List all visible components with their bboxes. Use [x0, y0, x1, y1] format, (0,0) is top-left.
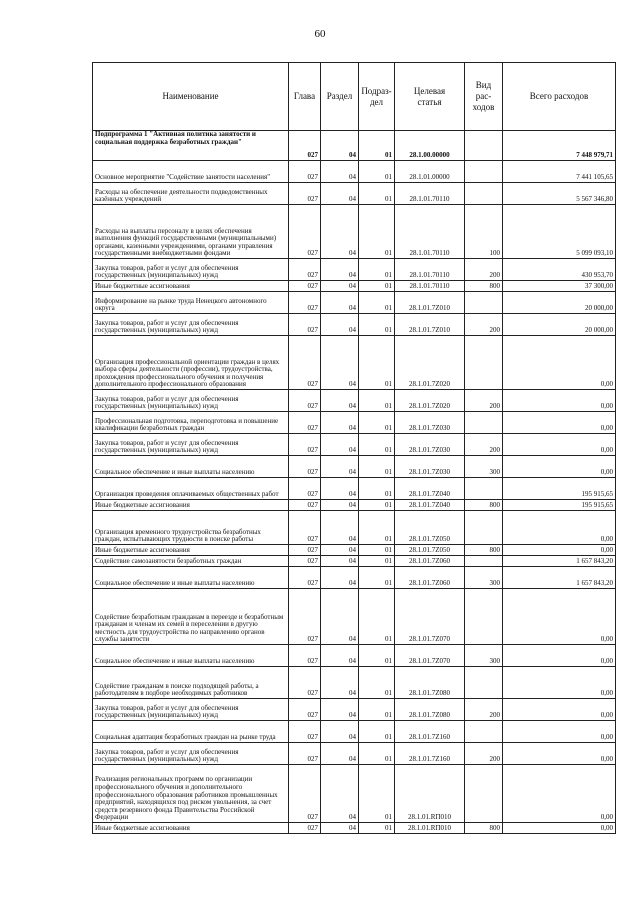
table-row	[93, 589, 616, 645]
cell-vid: 200	[465, 699, 503, 721]
cell-statya: 28.1.01.7Z060	[395, 556, 465, 567]
table-row	[93, 567, 616, 589]
cell-statya: 28.1.01.7Z020	[395, 390, 465, 412]
cell-total: 0,00	[503, 743, 616, 765]
cell-razdel: 04	[321, 434, 359, 456]
cell-glava: 027	[289, 567, 321, 589]
cell-total: 0,00	[503, 511, 616, 545]
cell-total: 0,00	[503, 823, 616, 834]
cell-razdel: 04	[321, 667, 359, 699]
cell-total: 7 448 979,71	[503, 131, 616, 161]
cell-podrazdel: 01	[359, 205, 395, 259]
cell-statya: 28.1.01.7Z040	[395, 500, 465, 511]
cell-total: 1 657 843,20	[503, 556, 616, 567]
cell-total: 20 000,00	[503, 314, 616, 336]
table-row	[93, 336, 616, 390]
cell-glava: 027	[289, 183, 321, 205]
cell-glava: 027	[289, 456, 321, 478]
cell-glava: 027	[289, 699, 321, 721]
cell-podrazdel: 01	[359, 511, 395, 545]
cell-statya: 28.1.01.7Z050	[395, 545, 465, 556]
cell-name: Иные бюджетные ассигнования	[93, 823, 289, 834]
cell-podrazdel: 01	[359, 412, 395, 434]
cell-glava: 027	[289, 511, 321, 545]
cell-name: Закупка товаров, работ и услуг для обеспечения государственных (муниципальных) нужд	[93, 314, 289, 336]
header-name: Наименование	[93, 63, 289, 131]
cell-podrazdel: 01	[359, 667, 395, 699]
cell-vid	[465, 765, 503, 823]
cell-statya: 28.1.01.7Z030	[395, 456, 465, 478]
cell-total: 0,00	[503, 412, 616, 434]
cell-name: Закупка товаров, работ и услуг для обеспечения государственных (муниципальных) нужд	[93, 259, 289, 281]
table-row	[93, 434, 616, 456]
cell-podrazdel: 01	[359, 743, 395, 765]
cell-total: 0,00	[503, 545, 616, 556]
cell-razdel: 04	[321, 765, 359, 823]
table-row	[93, 412, 616, 434]
cell-vid	[465, 131, 503, 161]
table-row	[93, 721, 616, 743]
cell-vid	[465, 161, 503, 183]
header-vid: Вид рас- ходов	[465, 63, 503, 131]
cell-statya: 28.1.01.7Z010	[395, 314, 465, 336]
cell-total: 0,00	[503, 765, 616, 823]
table-row	[93, 161, 616, 183]
cell-name: Социальная адаптация безработных граждан на рынке труда	[93, 721, 289, 743]
cell-name: Закупка товаров, работ и услуг для обеспечения государственных (муниципальных) нужд	[93, 699, 289, 721]
cell-glava: 027	[289, 765, 321, 823]
cell-razdel: 04	[321, 589, 359, 645]
cell-razdel: 04	[321, 545, 359, 556]
cell-name: Информирование на рынке труда Ненецкого автономного округа	[93, 292, 289, 314]
cell-statya: 28.1.01.7Z070	[395, 589, 465, 645]
cell-glava: 027	[289, 667, 321, 699]
cell-name: Закупка товаров, работ и услуг для обеспечения государственных (муниципальных) нужд	[93, 390, 289, 412]
table-row	[93, 556, 616, 567]
cell-glava: 027	[289, 545, 321, 556]
cell-vid: 300	[465, 567, 503, 589]
page-number: 60	[314, 28, 326, 40]
cell-name: Содействие безработным гражданам в переезде и безработным гражданам и членам их семей в переселении в другую местность для трудоустройства по направлению органов службы занятости	[93, 589, 289, 645]
table-row	[93, 478, 616, 500]
cell-total: 195 915,65	[503, 478, 616, 500]
table-row	[93, 667, 616, 699]
cell-glava: 027	[289, 390, 321, 412]
cell-name: Социальное обеспечение и иные выплаты населению	[93, 645, 289, 667]
table-row	[93, 645, 616, 667]
cell-name: Расходы на обеспечение деятельности подведомственных казённых учреждений	[93, 183, 289, 205]
cell-total: 0,00	[503, 390, 616, 412]
table-row	[93, 699, 616, 721]
cell-name: Расходы на выплаты персоналу в целях обеспечения выполнения функций государственными (муниципальными) органами, казенными учреждениями, органами управления государственными внебюджетными фондами	[93, 205, 289, 259]
cell-statya: 28.1.01.7Z160	[395, 743, 465, 765]
cell-podrazdel: 01	[359, 336, 395, 390]
cell-name: Социальное обеспечение и иные выплаты населению	[93, 567, 289, 589]
cell-name: Закупка товаров, работ и услуг для обеспечения государственных (муниципальных) нужд	[93, 434, 289, 456]
cell-glava: 027	[289, 336, 321, 390]
table-row	[93, 205, 616, 259]
cell-razdel: 04	[321, 183, 359, 205]
cell-vid: 200	[465, 390, 503, 412]
cell-podrazdel: 01	[359, 390, 395, 412]
cell-total: 5 567 346,80	[503, 183, 616, 205]
cell-vid	[465, 721, 503, 743]
table-row	[93, 511, 616, 545]
cell-statya: 28.1.01.70110	[395, 205, 465, 259]
cell-total: 430 953,70	[503, 259, 616, 281]
cell-glava: 027	[289, 478, 321, 500]
header-glava: Глава	[289, 63, 321, 131]
cell-statya: 28.1.01.7Z060	[395, 567, 465, 589]
cell-razdel: 04	[321, 645, 359, 667]
cell-vid	[465, 589, 503, 645]
cell-razdel: 04	[321, 390, 359, 412]
cell-glava: 027	[289, 721, 321, 743]
cell-glava: 027	[289, 412, 321, 434]
cell-razdel: 04	[321, 314, 359, 336]
cell-podrazdel: 01	[359, 545, 395, 556]
table-row	[93, 500, 616, 511]
cell-statya: 28.1.01.7Z010	[395, 292, 465, 314]
cell-glava: 027	[289, 434, 321, 456]
cell-name: Профессиональная подготовка, переподготовка и повышение квалификации безработных граждан	[93, 412, 289, 434]
table-row	[93, 545, 616, 556]
table-row	[93, 765, 616, 823]
cell-razdel: 04	[321, 823, 359, 834]
cell-razdel: 04	[321, 131, 359, 161]
cell-vid: 800	[465, 500, 503, 511]
cell-total: 0,00	[503, 721, 616, 743]
cell-vid	[465, 667, 503, 699]
cell-podrazdel: 01	[359, 500, 395, 511]
cell-glava: 027	[289, 205, 321, 259]
cell-glava: 027	[289, 314, 321, 336]
cell-podrazdel: 01	[359, 567, 395, 589]
cell-statya: 28.1.01.7Z030	[395, 434, 465, 456]
cell-total: 0,00	[503, 336, 616, 390]
cell-podrazdel: 01	[359, 161, 395, 183]
header-statya: Целевая статья	[395, 63, 465, 131]
cell-statya: 28.1.01.7Z160	[395, 721, 465, 743]
cell-vid	[465, 292, 503, 314]
cell-glava: 027	[289, 556, 321, 567]
cell-name: Иные бюджетные ассигнования	[93, 281, 289, 292]
cell-name: Содействие самозанятости безработных граждан	[93, 556, 289, 567]
cell-total: 7 441 105,65	[503, 161, 616, 183]
cell-total: 0,00	[503, 667, 616, 699]
table-row	[93, 281, 616, 292]
cell-statya: 28.1.01.70110	[395, 183, 465, 205]
cell-statya: 28.1.01.7Z080	[395, 699, 465, 721]
cell-vid	[465, 412, 503, 434]
cell-name: Реализация региональных программ по организации профессионального обучения и дополнительного профессионального образования работников промышленных предприятий, находящихся под риском увольнения, за счет средств резервного фонда Правительства Российской Федерации	[93, 765, 289, 823]
table-row	[93, 456, 616, 478]
cell-razdel: 04	[321, 205, 359, 259]
table-row	[93, 314, 616, 336]
cell-podrazdel: 01	[359, 645, 395, 667]
budget-table	[92, 62, 616, 834]
cell-podrazdel: 01	[359, 823, 395, 834]
cell-razdel: 04	[321, 500, 359, 511]
cell-statya: 28.1.01.7Z080	[395, 667, 465, 699]
cell-name: Организация временного трудоустройства безработных граждан, испытывающих трудности в поиске работы	[93, 511, 289, 545]
cell-razdel: 04	[321, 456, 359, 478]
cell-glava: 027	[289, 259, 321, 281]
cell-statya: 28.1.01.7Z070	[395, 645, 465, 667]
cell-statya: 28.1.01.7Z030	[395, 412, 465, 434]
cell-name: Содействие гражданам в поиске подходящей работы, а работодателям в подборе необходимых работников	[93, 667, 289, 699]
cell-glava: 027	[289, 589, 321, 645]
cell-razdel: 04	[321, 478, 359, 500]
cell-podrazdel: 01	[359, 721, 395, 743]
cell-name: Подпрограмма 1 "Активная политика занятости и социальная поддержка безработных граждан"	[93, 131, 289, 161]
table-row	[93, 183, 616, 205]
table-row	[93, 131, 616, 161]
cell-glava: 027	[289, 743, 321, 765]
cell-statya: 28.1.01.70110	[395, 281, 465, 292]
cell-total: 0,00	[503, 589, 616, 645]
cell-razdel: 04	[321, 556, 359, 567]
cell-name: Закупка товаров, работ и услуг для обеспечения государственных (муниципальных) нужд	[93, 743, 289, 765]
cell-total: 0,00	[503, 434, 616, 456]
table-row	[93, 390, 616, 412]
cell-total: 0,00	[503, 645, 616, 667]
header-podrazdel: Подраз- дел	[359, 63, 395, 131]
cell-name: Организация проведения оплачиваемых общественных работ	[93, 478, 289, 500]
cell-podrazdel: 01	[359, 183, 395, 205]
cell-name: Организация профессиональной ориентации граждан в целях выбора сферы деятельности (профессии), трудоустройства, прохождения профессионального обучения и получения дополнительного профессионального образования	[93, 336, 289, 390]
cell-glava: 027	[289, 645, 321, 667]
cell-name: Иные бюджетные ассигнования	[93, 545, 289, 556]
cell-podrazdel: 01	[359, 131, 395, 161]
cell-podrazdel: 01	[359, 314, 395, 336]
cell-vid	[465, 336, 503, 390]
cell-total: 20 000,00	[503, 292, 616, 314]
cell-vid: 300	[465, 456, 503, 478]
cell-vid	[465, 478, 503, 500]
cell-razdel: 04	[321, 292, 359, 314]
cell-podrazdel: 01	[359, 281, 395, 292]
cell-razdel: 04	[321, 336, 359, 390]
cell-razdel: 04	[321, 259, 359, 281]
cell-total: 0,00	[503, 456, 616, 478]
cell-razdel: 04	[321, 721, 359, 743]
header-razdel: Раздел	[321, 63, 359, 131]
cell-statya: 28.1.01.70110	[395, 259, 465, 281]
cell-podrazdel: 01	[359, 589, 395, 645]
cell-vid: 200	[465, 434, 503, 456]
cell-razdel: 04	[321, 743, 359, 765]
cell-total: 0,00	[503, 699, 616, 721]
cell-glava: 027	[289, 823, 321, 834]
cell-name: Социальное обеспечение и иные выплаты населению	[93, 456, 289, 478]
cell-name: Иные бюджетные ассигнования	[93, 500, 289, 511]
cell-vid: 200	[465, 314, 503, 336]
cell-podrazdel: 01	[359, 434, 395, 456]
cell-statya: 28.1.01.RП010	[395, 823, 465, 834]
cell-vid: 800	[465, 281, 503, 292]
table-header-row	[93, 63, 616, 131]
cell-razdel: 04	[321, 161, 359, 183]
cell-statya: 28.1.01.7Z050	[395, 511, 465, 545]
cell-statya: 28.1.00.00000	[395, 131, 465, 161]
cell-razdel: 04	[321, 511, 359, 545]
cell-name: Основное мероприятие "Содействие занятости населения"	[93, 161, 289, 183]
cell-vid: 100	[465, 205, 503, 259]
cell-total: 1 657 843,20	[503, 567, 616, 589]
cell-total: 5 099 093,10	[503, 205, 616, 259]
cell-podrazdel: 01	[359, 259, 395, 281]
cell-statya: 28.1.01.7Z040	[395, 478, 465, 500]
table-row	[93, 823, 616, 834]
table-row	[93, 743, 616, 765]
cell-statya: 28.1.01.RП010	[395, 765, 465, 823]
cell-podrazdel: 01	[359, 556, 395, 567]
cell-podrazdel: 01	[359, 699, 395, 721]
cell-vid: 200	[465, 743, 503, 765]
cell-vid	[465, 183, 503, 205]
cell-vid: 800	[465, 545, 503, 556]
cell-total: 195 915,65	[503, 500, 616, 511]
cell-razdel: 04	[321, 699, 359, 721]
cell-vid: 800	[465, 823, 503, 834]
cell-podrazdel: 01	[359, 456, 395, 478]
cell-statya: 28.1.01.00000	[395, 161, 465, 183]
cell-razdel: 04	[321, 281, 359, 292]
cell-statya: 28.1.01.7Z020	[395, 336, 465, 390]
cell-glava: 027	[289, 281, 321, 292]
cell-razdel: 04	[321, 567, 359, 589]
cell-glava: 027	[289, 131, 321, 161]
header-total: Всего расходов	[503, 63, 616, 131]
cell-razdel: 04	[321, 412, 359, 434]
cell-podrazdel: 01	[359, 292, 395, 314]
cell-podrazdel: 01	[359, 478, 395, 500]
cell-total: 37 300,00	[503, 281, 616, 292]
cell-vid: 300	[465, 645, 503, 667]
cell-vid	[465, 556, 503, 567]
cell-glava: 027	[289, 292, 321, 314]
table-row	[93, 259, 616, 281]
cell-vid	[465, 511, 503, 545]
cell-vid: 200	[465, 259, 503, 281]
cell-glava: 027	[289, 161, 321, 183]
table-row	[93, 292, 616, 314]
cell-glava: 027	[289, 500, 321, 511]
cell-podrazdel: 01	[359, 765, 395, 823]
